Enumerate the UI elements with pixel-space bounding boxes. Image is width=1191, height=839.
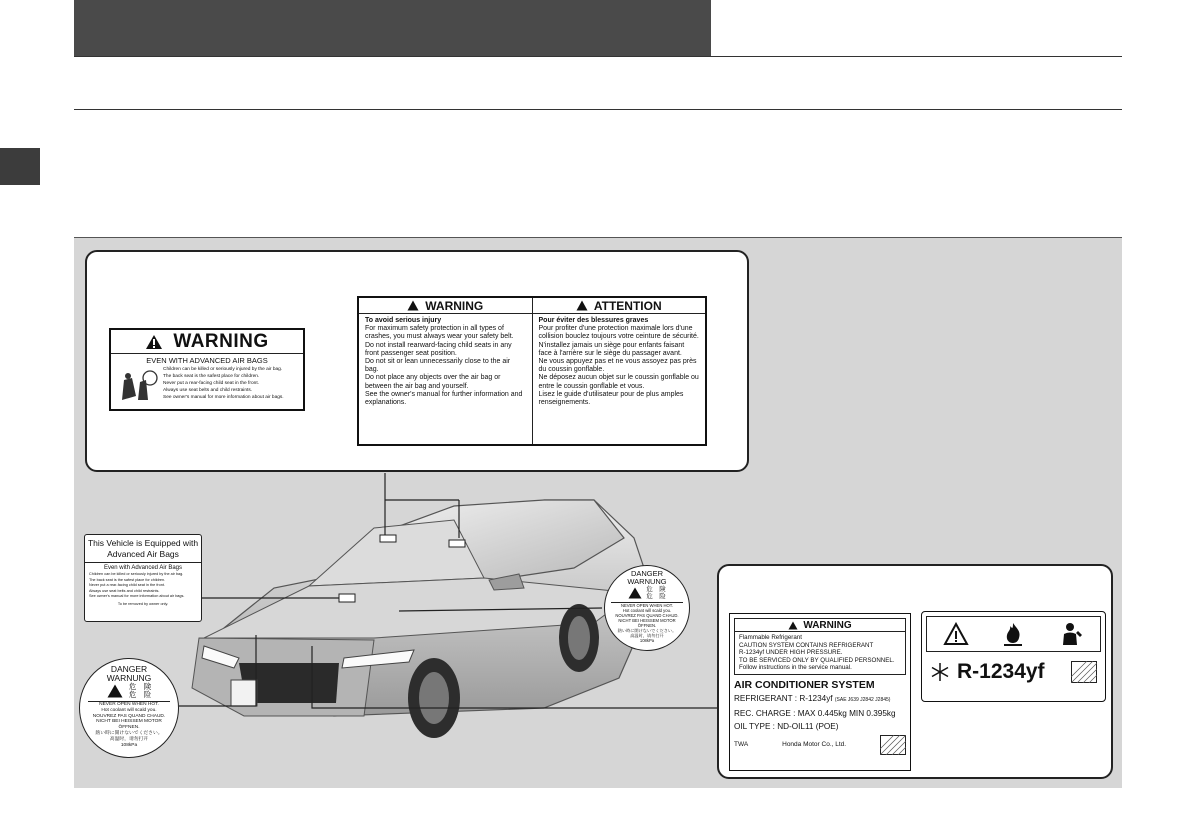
hatched-box-icon — [880, 735, 906, 755]
danger-line1: DANGER — [110, 664, 148, 674]
ac-warning-line: Follow instructions in the service manual. — [739, 664, 852, 672]
danger-line1: DANGER — [630, 569, 664, 578]
ac-warning-line: R-1234yf UNDER HIGH PRESSURE. — [739, 649, 843, 657]
advanced-airbags-item: The back seat is the safest place for children. — [89, 577, 166, 582]
ac-oil-type: OIL TYPE : ND-OIL11 (POE) — [734, 721, 839, 731]
danger-text-line: NICHT BEI HEISSEM MOTOR ÖFFNEN. — [96, 719, 162, 731]
visor-warning-item: Do not install rearward-facing child seats in any front passenger seat position. — [365, 341, 512, 357]
danger-text-line: Hot coolant will scald you. — [101, 707, 157, 713]
danger-text-line: 高温时，请勿打开 — [630, 633, 664, 638]
warning-triangle-icon — [943, 622, 969, 646]
visor-attention-item: Pour profiter d'une protection maximale lors d'une collision bouclez toujours votre ceinture de sécurité. — [538, 325, 699, 341]
danger-text-line: NOUVREZ PAS QUAND CHAUD. — [615, 613, 679, 618]
airbag-warning-item: The back seat is the safest place for children. — [163, 374, 260, 379]
advanced-airbags-item: Always use seat belts and child restraints. — [89, 588, 160, 593]
ac-system-title: AIR CONDITIONER SYSTEM — [734, 678, 875, 691]
visor-warning-item: See the owner's manual for further information and explanations. — [365, 390, 523, 407]
refrigerant-name: R-1234yf — [957, 660, 1045, 683]
ac-code: TWA — [734, 741, 749, 749]
warning-triangle-icon — [576, 300, 588, 311]
danger-cjk2: 危 险 — [128, 690, 152, 699]
warning-triangle-icon — [145, 334, 163, 350]
visor-warning-header: WARNING — [425, 298, 484, 313]
airbag-labels-callout — [85, 250, 749, 472]
danger-text-line: NEVER OPEN WHEN HOT. — [99, 702, 159, 707]
danger-line2: WARNUNG — [106, 673, 152, 683]
radiator-danger-label-right — [604, 565, 690, 651]
flammable-icon — [1001, 621, 1025, 647]
airbag-warning-item: See owner's manual for more information about air bags. — [163, 395, 284, 400]
danger-text-line: Hot coolant will scald you. — [622, 608, 672, 613]
advanced-airbags-label — [84, 534, 202, 622]
airbag-warning-item: Always use seat belts and child restraints. — [163, 388, 253, 393]
service-technician-icon — [1058, 621, 1084, 647]
visor-attention-header: ATTENTION — [593, 298, 662, 313]
danger-line2: WARNUNG — [627, 577, 667, 586]
visor-attention-item: N'installez jamais un siège pour enfants faisant face à l'arrière sur le siège du passager avant. — [538, 341, 685, 357]
chapter-tab — [0, 148, 40, 185]
child-seat-airbag-icon — [114, 366, 160, 408]
warning-triangle-icon — [107, 684, 123, 698]
danger-pressure: 108kPa — [120, 742, 138, 748]
ac-warning-line: CAUTION SYSTEM CONTAINS REFRIGERANT — [739, 641, 874, 649]
warning-triangle-icon — [407, 300, 419, 311]
danger-text-line: 熱い時に開けないでください。 — [95, 730, 163, 736]
danger-text-line: NOUVREZ PAS QUAND CHAUD. — [92, 713, 166, 719]
warning-triangle-icon — [628, 587, 642, 599]
airbag-warning-label — [109, 328, 305, 411]
danger-text-line: 高温时，请勿打开 — [109, 736, 149, 742]
visor-attention-title: Pour éviter des blessures graves — [538, 317, 649, 324]
ac-charge: REC. CHARGE : MAX 0.445kg MIN 0.395kg — [734, 708, 896, 718]
ac-standards: (SAE J639 J2842 J2845) — [834, 696, 891, 703]
visor-warning-item: Do not sit or lean unnecessarily close to the air bag. — [365, 358, 511, 374]
danger-cjk2: 危 险 — [646, 593, 666, 600]
header-rule — [74, 56, 1122, 57]
airbag-warning-item: Children can be killed or seriously injured by the air bag. — [163, 367, 283, 372]
radiator-danger-label-left — [79, 658, 179, 758]
ac-warning-line: TO BE SERVICED ONLY BY QUALIFIED PERSONNEL. — [739, 656, 895, 664]
advanced-airbags-footer: To be removed by owner only. — [117, 601, 169, 606]
sun-visor-label — [357, 296, 707, 446]
danger-cjk1: 危 険 — [646, 586, 666, 593]
advanced-airbags-item: Children can be killed or seriously injured by the air bag. — [89, 572, 184, 576]
title-rule — [74, 109, 1122, 110]
section-header-bar — [74, 0, 711, 56]
warning-triangle-icon — [788, 621, 798, 630]
hatched-box-icon — [1071, 661, 1097, 683]
advanced-airbags-item: Never put a rear-facing child seat in the front. — [89, 583, 165, 588]
danger-text-line: NEVER OPEN WHEN HOT. — [620, 603, 674, 608]
ac-maker: Honda Motor Co., Ltd. — [782, 741, 847, 749]
ac-system-label — [729, 613, 911, 771]
visor-attention-item: Lisez le guide d'utilisateur pour de plus amples renseignements. — [538, 390, 684, 407]
danger-pressure: 108kPa — [639, 638, 655, 643]
advanced-airbags-item: See owner's manual for more information about air bags. — [89, 594, 185, 599]
refrigerant-symbol-label — [921, 611, 1106, 702]
ac-labels-callout — [717, 564, 1113, 779]
visor-warning-item: Do not place any objects over the air bag or between the air bag and yourself. — [365, 374, 501, 390]
snowflake-icon — [930, 662, 950, 682]
danger-text-line: 熱い時に開けないでください。 — [617, 628, 677, 633]
visor-attention-item: Ne vous appuyez pas et ne vous assoyez pas près du coussin gonflable. — [538, 358, 697, 374]
visor-warning-title: To avoid serious injury — [365, 317, 442, 324]
ac-warning-header: WARNING — [803, 619, 852, 631]
ac-refrigerant: REFRIGERANT : R-1234yf — [734, 693, 833, 703]
advanced-airbags-subtitle: Even with Advanced Air Bags — [103, 565, 183, 571]
danger-text-line: NICHT BEI HEISSEM MOTOR ÖFFNEN. — [618, 618, 676, 628]
airbag-warning-item: Never put a rear-facing child seat in the front. — [163, 381, 259, 386]
ac-warning-line: Flammable Refrigerant — [739, 634, 802, 641]
danger-cjk1: 危 険 — [128, 682, 152, 691]
airbag-warning-subheader: EVEN WITH ADVANCED AIR BAGS — [146, 356, 268, 365]
advanced-airbags-title: This Vehicle is Equipped with Advanced Air Bags — [85, 535, 201, 563]
visor-warning-item: For maximum safety protection in all types of crashes, you must always wear your safety belt. — [365, 325, 514, 341]
visor-attention-item: Ne déposez aucun objet sur le coussin gonflable ou entre le coussin gonflable et vous. — [538, 374, 699, 390]
airbag-warning-header: WARNING — [173, 330, 269, 352]
label-locations-figure — [74, 237, 1122, 788]
